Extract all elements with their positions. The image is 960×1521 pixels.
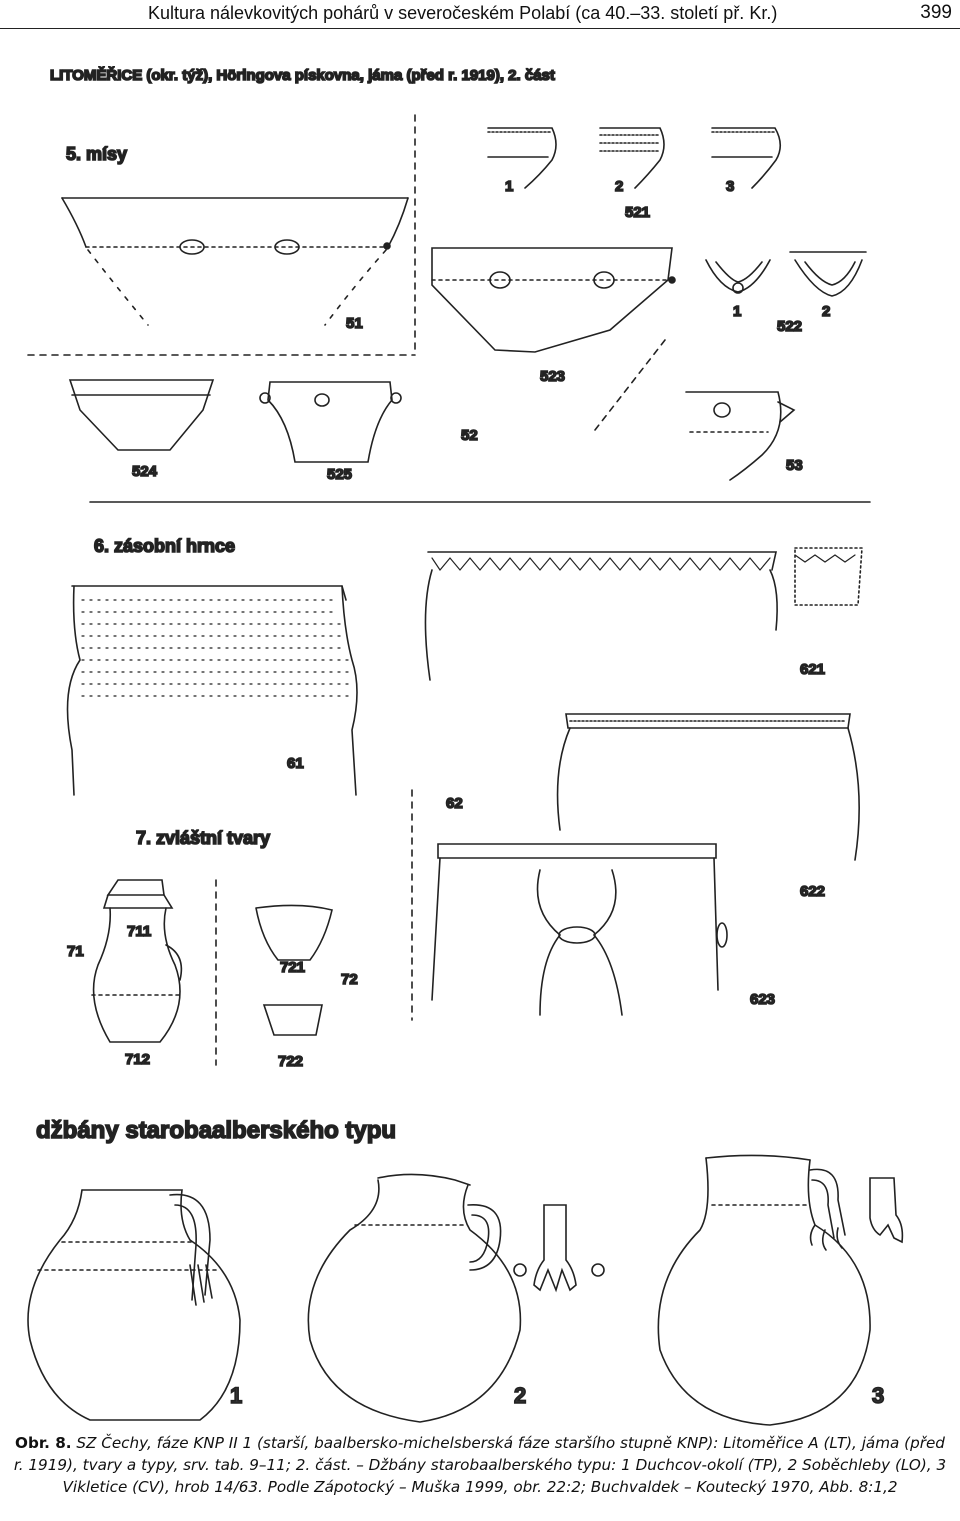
jug-1 [28,1190,243,1420]
figure-caption [8,1432,952,1498]
header-rule [0,28,960,29]
label-623: 623 [750,991,776,1008]
vessel-524 [70,380,213,450]
label-61: 61 [287,755,304,772]
section-misy-heading: 5. mísy [66,144,128,164]
vessel-621 [425,548,862,680]
label-53: 53 [786,457,803,474]
vessel-622 [558,714,860,860]
separator-diagonal-5 [595,340,665,430]
label-523: 523 [540,368,566,385]
section-dzbany-heading: džbány starobaalberského typu [36,1117,397,1144]
vessel-51 [62,198,408,325]
jug-2 [308,1174,604,1422]
vessel-525 [260,382,401,462]
vessel-521-profiles [488,128,780,188]
vessel-71 [92,880,182,1042]
vessel-523 [432,248,675,352]
label-621: 621 [800,661,826,678]
vessel-522-fragments [706,252,866,296]
label-622: 622 [800,883,826,900]
pottery-plate-figure [0,30,960,1430]
label-525: 525 [327,466,353,483]
label-521: 521 [625,204,651,221]
section-zvlastni-heading: 7. zvláštní tvary [136,828,271,848]
label-jug-1: 1 [230,1383,243,1408]
label-521-2: 2 [615,178,624,195]
page-number: 399 [920,2,952,23]
vessel-53 [686,392,794,480]
label-524: 524 [132,463,158,480]
running-header [0,0,960,30]
label-722: 722 [278,1053,304,1070]
label-52: 52 [461,427,478,444]
jug-3 [658,1155,902,1425]
vessel-623 [432,844,727,1015]
caption-lead: Obr. 8. [15,1434,72,1452]
label-721: 721 [280,959,306,976]
label-72: 72 [341,971,358,988]
section-zasobni-heading: 6. zásobní hrnce [94,536,236,556]
label-522: 522 [777,318,803,335]
label-521-3: 3 [726,178,735,195]
label-522-1: 1 [733,303,742,320]
caption-body: SZ Čechy, fáze KNP II 1 (starší, baalbersko-michelsberská fáze staršího stupně KNP): Litoměřice A (LT), jáma (před r. 1919), tvary a typy, srv. tab. 9–11; 2. část. – Džbány starobaalberského typu: 1 Duchcov-okolí (TP), 2 Soběchleby (LO), 3 Vikletice (CV), hrob 14/63. Podle Zápotocký – Muška 1999, obr. 22:2; Buchvaldek – Koutecký 1970, Abb. 8:1,2 [13,1434,947,1496]
label-jug-2: 2 [514,1383,527,1408]
label-51: 51 [346,315,363,332]
site-heading: LITOMĚŘICE (okr. týž), Höringova pískovna, jáma (před r. 1919), 2. část [50,67,555,84]
label-712: 712 [125,1051,151,1068]
label-jug-3: 3 [872,1383,885,1408]
running-title: Kultura nálevkovitých pohárů v severočeském Polabí (ca 40.–33. století př. Kr.) [148,3,778,23]
label-71: 71 [67,943,84,960]
label-711: 711 [127,923,152,940]
label-62: 62 [446,795,463,812]
label-521-1: 1 [505,178,514,195]
label-522-2: 2 [822,303,831,320]
vessel-61 [68,586,358,795]
